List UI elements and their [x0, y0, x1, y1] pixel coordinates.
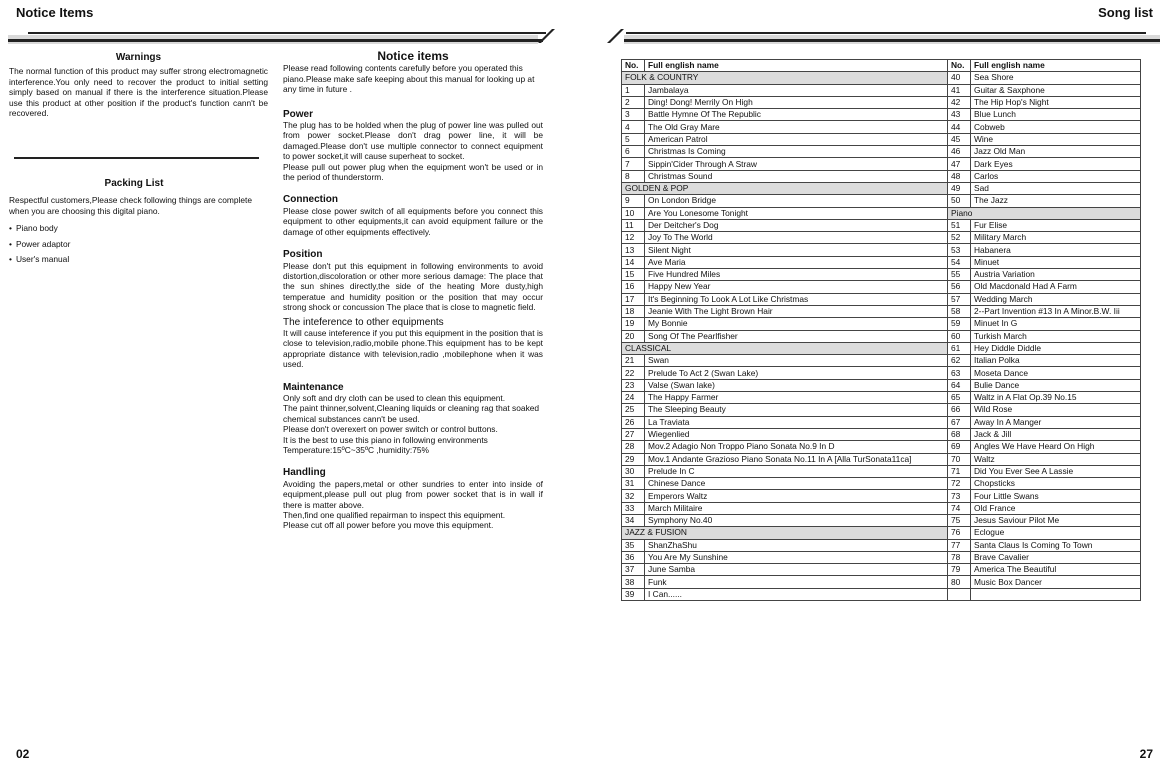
- song-number: 5: [622, 133, 645, 145]
- song-name: The Hip Hop's Night: [971, 96, 1141, 108]
- song-number: 79: [948, 564, 971, 576]
- song-number: 56: [948, 281, 971, 293]
- table-row: [622, 502, 1141, 514]
- song-number: 40: [948, 72, 971, 84]
- song-number: 19: [622, 318, 645, 330]
- song-number: 48: [948, 170, 971, 182]
- song-name: Mov.1 Andante Grazioso Piano Sonata No.11 In A [Alla TurSonata11ca]: [645, 453, 948, 465]
- song-number: 52: [948, 232, 971, 244]
- table-row: [622, 244, 1141, 256]
- song-number: 3: [622, 109, 645, 121]
- table-row: [622, 576, 1141, 588]
- table-row: [622, 551, 1141, 563]
- song-number: 14: [622, 256, 645, 268]
- table-row: [622, 146, 1141, 158]
- song-name: Brave Cavalier: [971, 551, 1141, 563]
- song-name: Dark Eyes: [971, 158, 1141, 170]
- song-number: 37: [622, 564, 645, 576]
- table-row: [622, 219, 1141, 231]
- song-number: 63: [948, 367, 971, 379]
- song-name: Bulie Dance: [971, 379, 1141, 391]
- col-header-no: No.: [622, 60, 645, 72]
- table-row: [622, 109, 1141, 121]
- song-number: 55: [948, 269, 971, 281]
- song-name: America The Beautiful: [971, 564, 1141, 576]
- song-name: The Sleeping Beauty: [645, 404, 948, 416]
- song-name: Christmas Is Coming: [645, 146, 948, 158]
- table-row: [622, 182, 1141, 194]
- song-number: 23: [622, 379, 645, 391]
- song-number: 10: [622, 207, 645, 219]
- song-number: 53: [948, 244, 971, 256]
- song-name: Are You Lonesome Tonight: [645, 207, 948, 219]
- table-row: [622, 404, 1141, 416]
- song-number: 38: [622, 576, 645, 588]
- song-name: Habanera: [971, 244, 1141, 256]
- song-name: Wedding March: [971, 293, 1141, 305]
- packing-list: [9, 223, 259, 264]
- song-name: You Are My Sunshine: [645, 551, 948, 563]
- table-row: [622, 96, 1141, 108]
- song-name: It's Beginning To Look A Lot Like Christmas: [645, 293, 948, 305]
- warnings-title: Warnings: [115, 52, 162, 63]
- song-number: 12: [622, 232, 645, 244]
- packing-item: • Power adaptor: [9, 239, 259, 249]
- table-row: [622, 588, 1141, 600]
- song-number: [948, 588, 971, 600]
- song-number: 32: [622, 490, 645, 502]
- song-name: La Traviata: [645, 416, 948, 428]
- song-name: Jeanie With The Light Brown Hair: [645, 305, 948, 317]
- song-name: Jesus Saviour Pilot Me: [971, 514, 1141, 526]
- warnings-text: The normal function of this product may suffer strong electromagnetic interference.You only need to recover the product to initial setting simply based on manual if there is the interference situation.Please use this product at other position if the product's function cann't be recovered.: [9, 66, 268, 119]
- song-number: 15: [622, 269, 645, 281]
- table-row: [622, 490, 1141, 502]
- song-name: Angles We Have Heard On High: [971, 441, 1141, 453]
- song-number: 1: [622, 84, 645, 96]
- song-number: 69: [948, 441, 971, 453]
- table-row: [622, 293, 1141, 305]
- table-row: [622, 478, 1141, 490]
- song-number: 31: [622, 478, 645, 490]
- song-number: 6: [622, 146, 645, 158]
- col-header-name: Full english name: [971, 60, 1141, 72]
- col-header-no: No.: [948, 60, 971, 72]
- category-header: Piano: [948, 207, 1141, 219]
- song-number: 22: [622, 367, 645, 379]
- maintenance-text: Only soft and dry cloth can be used to clean this equipment. The paint thinner,solvent,Cleaning liquids or cleaning rag that soaked chemical substances cann't be used. Please don't overexert on power switch or control buttons. It is the best to use this piano in following environments Temperature:15ºC~35ºC ,humidity:75%: [283, 392, 540, 455]
- connection-heading: Connection: [283, 194, 338, 206]
- table-row: [622, 256, 1141, 268]
- song-number: 77: [948, 539, 971, 551]
- song-number: 18: [622, 305, 645, 317]
- song-number: 20: [622, 330, 645, 342]
- packing-intro: Respectful customers,Please check following things are complete when you are choosing this digital piano.: [9, 195, 252, 216]
- song-name: Chinese Dance: [645, 478, 948, 490]
- table-row: [622, 355, 1141, 367]
- right-header-rule: [612, 28, 1160, 44]
- song-name: Funk: [645, 576, 948, 588]
- song-name: Carlos: [971, 170, 1141, 182]
- song-name: Santa Claus Is Coming To Town: [971, 539, 1141, 551]
- category-header: GOLDEN & POP: [622, 182, 948, 194]
- song-name: Emperors Waltz: [645, 490, 948, 502]
- table-row: [622, 392, 1141, 404]
- table-row: [622, 564, 1141, 576]
- position-text: Please don't put this equipment in following environments to avoid distortion,discoloration or other more serious damage: The place that the sun shines directly,the side of the heating More dusty,high temperatue and humidity position or the position that may occur strong shock or concussion The place that is close to magnetic field.: [283, 260, 543, 313]
- table-row: [622, 207, 1141, 219]
- table-row: [622, 84, 1141, 96]
- song-name: Symphony No.40: [645, 514, 948, 526]
- song-name: Christmas Sound: [645, 170, 948, 182]
- song-name: Prelude To Act 2 (Swan Lake): [645, 367, 948, 379]
- song-number: 39: [622, 588, 645, 600]
- power-text: The plug has to be holded when the plug of power line was pulled out from power socket.Please don't drag power line, it will be damaged.Please don't use multiple connector to connect equipment to power socket,it will cause superheat to socket. Please pull out power plug when the equipment won't be used or in the period of thunderstorm.: [283, 120, 543, 183]
- song-number: 28: [622, 441, 645, 453]
- inteference-heading: The inteference to other equipments: [283, 316, 444, 328]
- song-name: Waltz in A Flat Op.39 No.15: [971, 392, 1141, 404]
- category-header: JAZZ & FUSION: [622, 527, 948, 539]
- song-number: 57: [948, 293, 971, 305]
- category-header: FOLK & COUNTRY: [622, 72, 948, 84]
- table-row: [622, 170, 1141, 182]
- song-name: Jambalaya: [645, 84, 948, 96]
- song-number: 34: [622, 514, 645, 526]
- song-number: 26: [622, 416, 645, 428]
- section-divider: [14, 157, 259, 159]
- table-row: [622, 367, 1141, 379]
- song-name: Chopsticks: [971, 478, 1141, 490]
- notice-title: Notice items: [377, 49, 449, 63]
- song-number: 60: [948, 330, 971, 342]
- song-name: Jack & Jill: [971, 428, 1141, 440]
- song-number: 46: [948, 146, 971, 158]
- table-row: [622, 465, 1141, 477]
- song-name: My Bonnie: [645, 318, 948, 330]
- song-name: Happy New Year: [645, 281, 948, 293]
- table-row: [622, 342, 1141, 354]
- col-header-name: Full english name: [645, 60, 948, 72]
- maintenance-heading: Maintenance: [283, 381, 344, 393]
- table-row: [622, 330, 1141, 342]
- song-name: Swan: [645, 355, 948, 367]
- song-number: 17: [622, 293, 645, 305]
- song-name: Wild Rose: [971, 404, 1141, 416]
- song-number: 35: [622, 539, 645, 551]
- song-name: Battle Hymne Of The Republic: [645, 109, 948, 121]
- song-number: 13: [622, 244, 645, 256]
- song-name: The Jazz: [971, 195, 1141, 207]
- song-name: Austria Variation: [971, 269, 1141, 281]
- song-name: Ding! Dong! Merrily On High: [645, 96, 948, 108]
- song-number: 76: [948, 527, 971, 539]
- song-number: 66: [948, 404, 971, 416]
- song-name: Five Hundred Miles: [645, 269, 948, 281]
- connection-text: Please close power switch of all equipments before you connect this equipment to other equipments,it can avoid equipment failure or the damage of other equipments effectively.: [283, 205, 543, 237]
- handling-text: Avoiding the papers,metal or other sundries to enter into inside of equipment,please pull out plug from power socket that is in wall if there is matter above. Then,find one qualified repairman to inspect this equipment. Please cut off all power before you move this equipment.: [283, 478, 543, 531]
- song-name: Jazz Old Man: [971, 146, 1141, 158]
- song-number: 58: [948, 305, 971, 317]
- song-name: Silent Night: [645, 244, 948, 256]
- song-number: 74: [948, 502, 971, 514]
- song-number: 7: [622, 158, 645, 170]
- song-number: 11: [622, 219, 645, 231]
- song-name: 2--Part Invention #13 In A Minor.B.W. Iii: [971, 305, 1141, 317]
- song-number: 73: [948, 490, 971, 502]
- song-name: Guitar & Saxphone: [971, 84, 1141, 96]
- song-name: Sad: [971, 182, 1141, 194]
- song-name: Wiegenlied: [645, 428, 948, 440]
- power-heading: Power: [283, 108, 314, 120]
- song-number: 44: [948, 121, 971, 133]
- song-number: 9: [622, 195, 645, 207]
- song-name: Away In A Manger: [971, 416, 1141, 428]
- song-number: 49: [948, 182, 971, 194]
- notice-intro: Please read following contents carefully before you operated this piano.Please make safe keeping about this manual for looking up at any time in future .: [283, 63, 535, 95]
- song-name: Der Deitcher's Dog: [645, 219, 948, 231]
- table-row: [622, 318, 1141, 330]
- table-row: [622, 158, 1141, 170]
- table-header-row: [622, 60, 1141, 72]
- song-name: Old France: [971, 502, 1141, 514]
- song-number: 64: [948, 379, 971, 391]
- song-name: Fur Elise: [971, 219, 1141, 231]
- song-name: Waltz: [971, 453, 1141, 465]
- table-row: [622, 305, 1141, 317]
- song-number: 45: [948, 133, 971, 145]
- table-row: [622, 441, 1141, 453]
- song-number: 30: [622, 465, 645, 477]
- table-row: [622, 281, 1141, 293]
- song-number: 2: [622, 96, 645, 108]
- song-number: 29: [622, 453, 645, 465]
- song-name: Valse (Swan lake): [645, 379, 948, 391]
- song-name: On London Bridge: [645, 195, 948, 207]
- table-row: [622, 379, 1141, 391]
- song-name: Four Little Swans: [971, 490, 1141, 502]
- left-header-rule: [8, 28, 553, 44]
- table-row: [622, 539, 1141, 551]
- table-row: [622, 133, 1141, 145]
- song-name: Blue Lunch: [971, 109, 1141, 121]
- song-number: 78: [948, 551, 971, 563]
- song-name: ShanZhaShu: [645, 539, 948, 551]
- table-row: [622, 453, 1141, 465]
- song-number: 71: [948, 465, 971, 477]
- song-name: Music Box Dancer: [971, 576, 1141, 588]
- song-name: March Militaire: [645, 502, 948, 514]
- song-name: Sea Shore: [971, 72, 1141, 84]
- song-name: Moseta Dance: [971, 367, 1141, 379]
- song-number: 72: [948, 478, 971, 490]
- song-number: 62: [948, 355, 971, 367]
- song-number: 33: [622, 502, 645, 514]
- song-number: 36: [622, 551, 645, 563]
- table-row: [622, 121, 1141, 133]
- song-number: 70: [948, 453, 971, 465]
- song-number: 68: [948, 428, 971, 440]
- song-name: Italian Polka: [971, 355, 1141, 367]
- packing-section: [9, 179, 259, 269]
- song-number: 8: [622, 170, 645, 182]
- song-list-table: [621, 59, 1141, 601]
- song-number: 65: [948, 392, 971, 404]
- song-name: Cobweb: [971, 121, 1141, 133]
- song-number: 43: [948, 109, 971, 121]
- song-name: Turkish March: [971, 330, 1141, 342]
- notice-section: [283, 51, 543, 531]
- song-name: American Patrol: [645, 133, 948, 145]
- song-number: 16: [622, 281, 645, 293]
- position-heading: Position: [283, 249, 323, 261]
- warnings-section: [9, 53, 268, 118]
- song-name: Minuet: [971, 256, 1141, 268]
- song-number: 25: [622, 404, 645, 416]
- song-name: Military March: [971, 232, 1141, 244]
- packing-title: Packing List: [104, 178, 164, 189]
- song-name: Joy To The World: [645, 232, 948, 244]
- left-page-header: Notice Items: [16, 5, 94, 20]
- song-number: 41: [948, 84, 971, 96]
- song-number: 42: [948, 96, 971, 108]
- packing-item: • User's manual: [9, 254, 259, 264]
- table-row: [622, 416, 1141, 428]
- song-name: Minuet In G: [971, 318, 1141, 330]
- song-name: Song Of The Pearlfisher: [645, 330, 948, 342]
- song-number: 47: [948, 158, 971, 170]
- table-row: [622, 514, 1141, 526]
- song-name: The Happy Farmer: [645, 392, 948, 404]
- inteference-text: It will cause inteference if you put this equipment in the position that is close to television,radio,mobile phone.This equipment has to be kept appropriate distance with television,radio ,mobilephone when it was used.: [283, 327, 543, 370]
- song-name: Sippin'Cider Through A Straw: [645, 158, 948, 170]
- song-name: The Old Gray Mare: [645, 121, 948, 133]
- song-number: 80: [948, 576, 971, 588]
- song-name: Hey Diddle Diddle: [971, 342, 1141, 354]
- right-page-header: Song list: [1098, 5, 1153, 20]
- packing-item: • Piano body: [9, 223, 259, 233]
- song-number: 59: [948, 318, 971, 330]
- song-name: Prelude In C: [645, 465, 948, 477]
- song-name: [971, 588, 1141, 600]
- table-row: [622, 195, 1141, 207]
- table-row: [622, 232, 1141, 244]
- table-row: [622, 269, 1141, 281]
- song-name: I Can......: [645, 588, 948, 600]
- song-number: 27: [622, 428, 645, 440]
- song-number: 51: [948, 219, 971, 231]
- handling-heading: Handling: [283, 467, 326, 479]
- song-name: Mov.2 Adagio Non Troppo Piano Sonata No.9 In D: [645, 441, 948, 453]
- song-name: Eclogue: [971, 527, 1141, 539]
- song-number: 21: [622, 355, 645, 367]
- song-name: June Samba: [645, 564, 948, 576]
- table-row: [622, 428, 1141, 440]
- table-row: [622, 72, 1141, 84]
- song-number: 61: [948, 342, 971, 354]
- song-number: 67: [948, 416, 971, 428]
- song-number: 4: [622, 121, 645, 133]
- song-number: 75: [948, 514, 971, 526]
- song-name: Wine: [971, 133, 1141, 145]
- song-name: Old Macdonald Had A Farm: [971, 281, 1141, 293]
- song-number: 24: [622, 392, 645, 404]
- song-number: 50: [948, 195, 971, 207]
- song-number: 54: [948, 256, 971, 268]
- table-row: [622, 527, 1141, 539]
- category-header: CLASSICAL: [622, 342, 948, 354]
- song-name: Did You Ever See A Lassie: [971, 465, 1141, 477]
- left-page-number: 02: [16, 747, 30, 758]
- song-name: Ave Maria: [645, 256, 948, 268]
- right-page-number: 27: [1139, 747, 1153, 758]
